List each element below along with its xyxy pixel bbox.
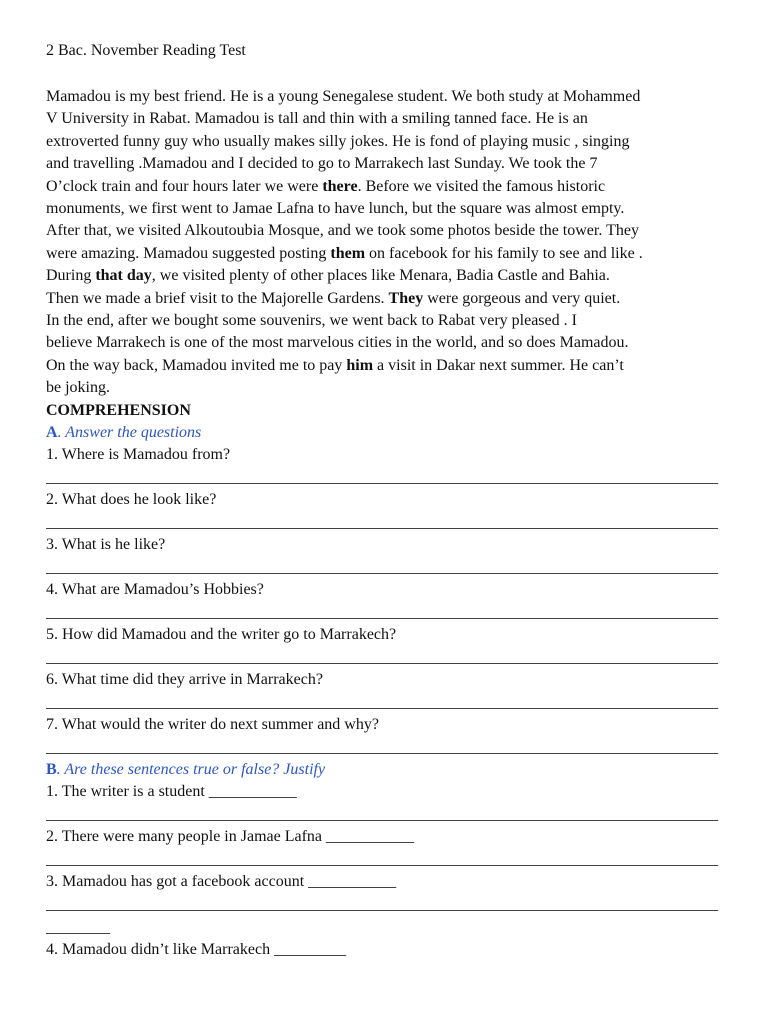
question-block bbox=[46, 444, 726, 489]
section-b-letter: B bbox=[46, 760, 57, 778]
true-false-item bbox=[46, 826, 726, 871]
true-false-item bbox=[46, 871, 726, 939]
passage-text: believe Marrakech is one of the most marvelous cities in the world, and so does Mamadou. bbox=[46, 334, 629, 352]
passage-line bbox=[46, 176, 726, 198]
answer-line[interactable]: ____________________________________________________________________________________ bbox=[46, 603, 718, 621]
worksheet-page bbox=[46, 40, 726, 961]
passage-text: After that, we visited Alkoutoubia Mosque, and we took some photos beside the tower. They bbox=[46, 222, 639, 240]
passage-line bbox=[46, 131, 726, 153]
true-false-statement[interactable]: 2. There were many people in Jamae Lafna ___________ bbox=[46, 827, 415, 845]
question-text: 2. What does he look like? bbox=[46, 490, 217, 508]
question-text: 4. What are Mamadou’s Hobbies? bbox=[46, 580, 264, 598]
passage-line bbox=[46, 332, 726, 354]
passage-text: Mamadou is my best friend. He is a young Senegalese student. We both study at Mohammed bbox=[46, 88, 641, 105]
passage-line bbox=[46, 86, 726, 108]
passage-text: on facebook for his family to see and like . bbox=[365, 244, 643, 262]
answer-line[interactable]: ____________________________________________________________________________________ bbox=[46, 693, 718, 711]
true-false-item bbox=[46, 781, 726, 826]
passage-text: a visit in Dakar next summer. He can’t bbox=[373, 356, 624, 374]
passage-line bbox=[46, 310, 726, 332]
passage-text: extroverted funny guy who usually makes silly jokes. He is fond of playing music , singing bbox=[46, 132, 630, 150]
passage-line bbox=[46, 243, 726, 265]
true-false-statement[interactable]: 3. Mamadou has got a facebook account ___________ bbox=[46, 872, 397, 890]
question-block bbox=[46, 669, 726, 714]
passage-text: Then we made a brief visit to the Majorelle Gardens. bbox=[46, 289, 389, 307]
true-false-statement[interactable]: 1. The writer is a student ___________ bbox=[46, 782, 297, 800]
passage-text: monuments, we first went to Jamae Lafna to have lunch, but the square was almost empty. bbox=[46, 200, 625, 218]
reading-passage bbox=[46, 86, 726, 400]
question-block bbox=[46, 624, 726, 669]
passage-bold-reference: him bbox=[346, 356, 374, 374]
passage-text: , we visited plenty of other places like Menara, Badia Castle and Bahia. bbox=[151, 267, 610, 285]
section-a-letter: A bbox=[46, 423, 58, 441]
justify-line[interactable]: ____________________________________________________________________________________ bbox=[46, 895, 718, 913]
passage-line bbox=[46, 198, 726, 220]
passage-text: be joking. bbox=[46, 379, 110, 397]
section-a-instruction: . Answer the questions bbox=[57, 423, 202, 441]
question-text: 6. What time did they arrive in Marrakech? bbox=[46, 670, 323, 688]
answer-line[interactable]: ____________________________________________________________________________________ bbox=[46, 468, 718, 486]
passage-text: In the end, after we bought some souvenirs, we went back to Rabat very pleased . I bbox=[46, 312, 577, 330]
passage-line bbox=[46, 265, 726, 287]
passage-bold-reference: that day bbox=[95, 267, 152, 285]
passage-text: During bbox=[46, 267, 96, 285]
passage-text: O’clock train and four hours later we were bbox=[46, 177, 323, 195]
true-false-statement[interactable]: 4. Mamadou didn’t like Marrakech _________ bbox=[46, 940, 347, 958]
passage-text: V University in Rabat. Mamadou is tall and thin with a smiling tanned face. He is an bbox=[46, 110, 588, 128]
question-text: 3. What is he like? bbox=[46, 535, 166, 553]
question-text: 1. Where is Mamadou from? bbox=[46, 445, 231, 463]
answer-line[interactable]: ____________________________________________________________________________________ bbox=[46, 738, 718, 756]
comprehension-heading: COMPREHENSION bbox=[46, 401, 191, 419]
passage-bold-reference: there bbox=[322, 177, 358, 195]
passage-text: . Before we visited the famous historic bbox=[357, 177, 606, 195]
true-false-item bbox=[46, 939, 726, 961]
section-b-instruction: . Are these sentences true or false? Justify bbox=[56, 760, 326, 778]
question-block bbox=[46, 489, 726, 534]
passage-line bbox=[46, 377, 726, 399]
passage-bold-reference: They bbox=[388, 289, 424, 307]
passage-line bbox=[46, 220, 726, 242]
answer-line[interactable]: ____________________________________________________________________________________ bbox=[46, 558, 718, 576]
passage-line bbox=[46, 153, 726, 175]
passage-line bbox=[46, 108, 726, 130]
answer-line[interactable]: ____________________________________________________________________________________ bbox=[46, 648, 718, 666]
question-block bbox=[46, 579, 726, 624]
section-a-header bbox=[46, 422, 726, 444]
passage-text: and travelling .Mamadou and I decided to go to Marrakech last Sunday. We took the 7 bbox=[46, 155, 598, 173]
answer-line[interactable]: ____________________________________________________________________________________ bbox=[46, 513, 718, 531]
passage-bold-reference: them bbox=[330, 244, 366, 262]
page-title: 2 Bac. November Reading Test bbox=[46, 42, 246, 59]
passage-text: On the way back, Mamadou invited me to pay bbox=[46, 356, 347, 374]
question-text: 7. What would the writer do next summer and why? bbox=[46, 715, 379, 733]
passage-line bbox=[46, 288, 726, 310]
passage-line bbox=[46, 355, 726, 377]
justify-line[interactable]: ________ bbox=[46, 918, 110, 936]
section-b-header bbox=[46, 759, 726, 781]
question-block bbox=[46, 714, 726, 759]
section-a-questions bbox=[46, 444, 726, 759]
justify-line[interactable]: ____________________________________________________________________________________ bbox=[46, 850, 718, 868]
question-text: 5. How did Mamadou and the writer go to Marrakech? bbox=[46, 625, 397, 643]
passage-text: were gorgeous and very quiet. bbox=[423, 289, 621, 307]
justify-line[interactable]: ____________________________________________________________________________________ bbox=[46, 805, 718, 823]
section-b-items bbox=[46, 781, 726, 961]
passage-text: were amazing. Mamadou suggested posting bbox=[46, 244, 331, 262]
question-block bbox=[46, 534, 726, 579]
